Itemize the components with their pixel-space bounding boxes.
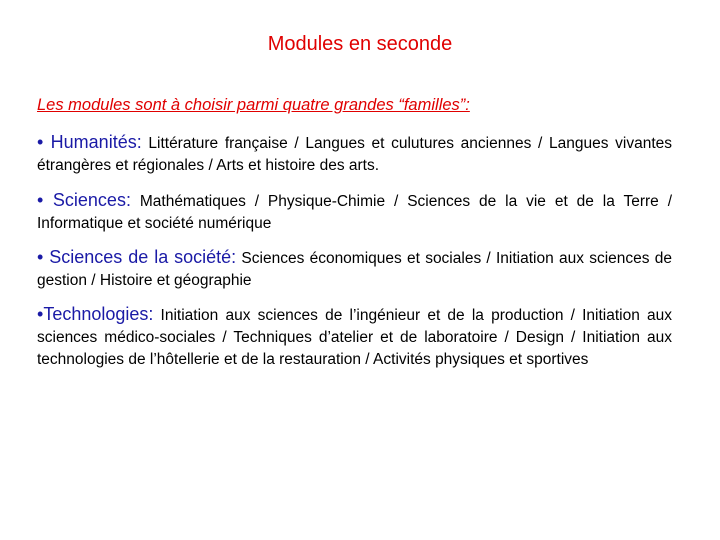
- family-modules: Initiation aux sciences de l’ingénieur et de la production / Initiation aux sciences médico-sociales / Techniques d’atelier et de laboratoire / Design / Initiation aux technologies de l’hôtellerie et de la restauration / Activités physiques et sportives: [37, 307, 672, 368]
- family-humanites-heading: [37, 132, 142, 152]
- bullet: •: [37, 247, 50, 267]
- family-modules: Mathématiques / Physique-Chimie / Sciences de la vie et de la Terre / Informatique et société numérique: [37, 193, 672, 232]
- family-modules: Sciences économiques et sociales / Initiation aux sciences de gestion / Histoire et géographie: [37, 250, 672, 289]
- family-technologies: [37, 303, 672, 371]
- family-name: Sciences de la société:: [49, 247, 237, 267]
- family-sciences-de-la-societe: [37, 246, 672, 292]
- slide-title: Modules en seconde: [267, 33, 453, 55]
- bullet: •: [37, 190, 53, 210]
- family-name: Technologies:: [43, 304, 154, 324]
- family-societe-heading: [37, 247, 236, 267]
- family-name: Sciences:: [52, 190, 131, 210]
- family-humanites: [37, 131, 672, 177]
- family-sciences-heading: [37, 190, 131, 210]
- family-name: Humanités:: [50, 132, 142, 152]
- family-sciences: [37, 189, 672, 235]
- family-modules: Littérature française / Langues et culutures anciennes / Langues vivantes étrangères et régionales / Arts et histoire des arts.: [37, 135, 672, 174]
- intro-line: Les modules sont à choisir parmi quatre grandes “familles”:: [37, 96, 470, 114]
- bullet: •: [37, 132, 51, 152]
- bullet: •: [37, 304, 44, 324]
- family-technologies-heading: [37, 304, 153, 324]
